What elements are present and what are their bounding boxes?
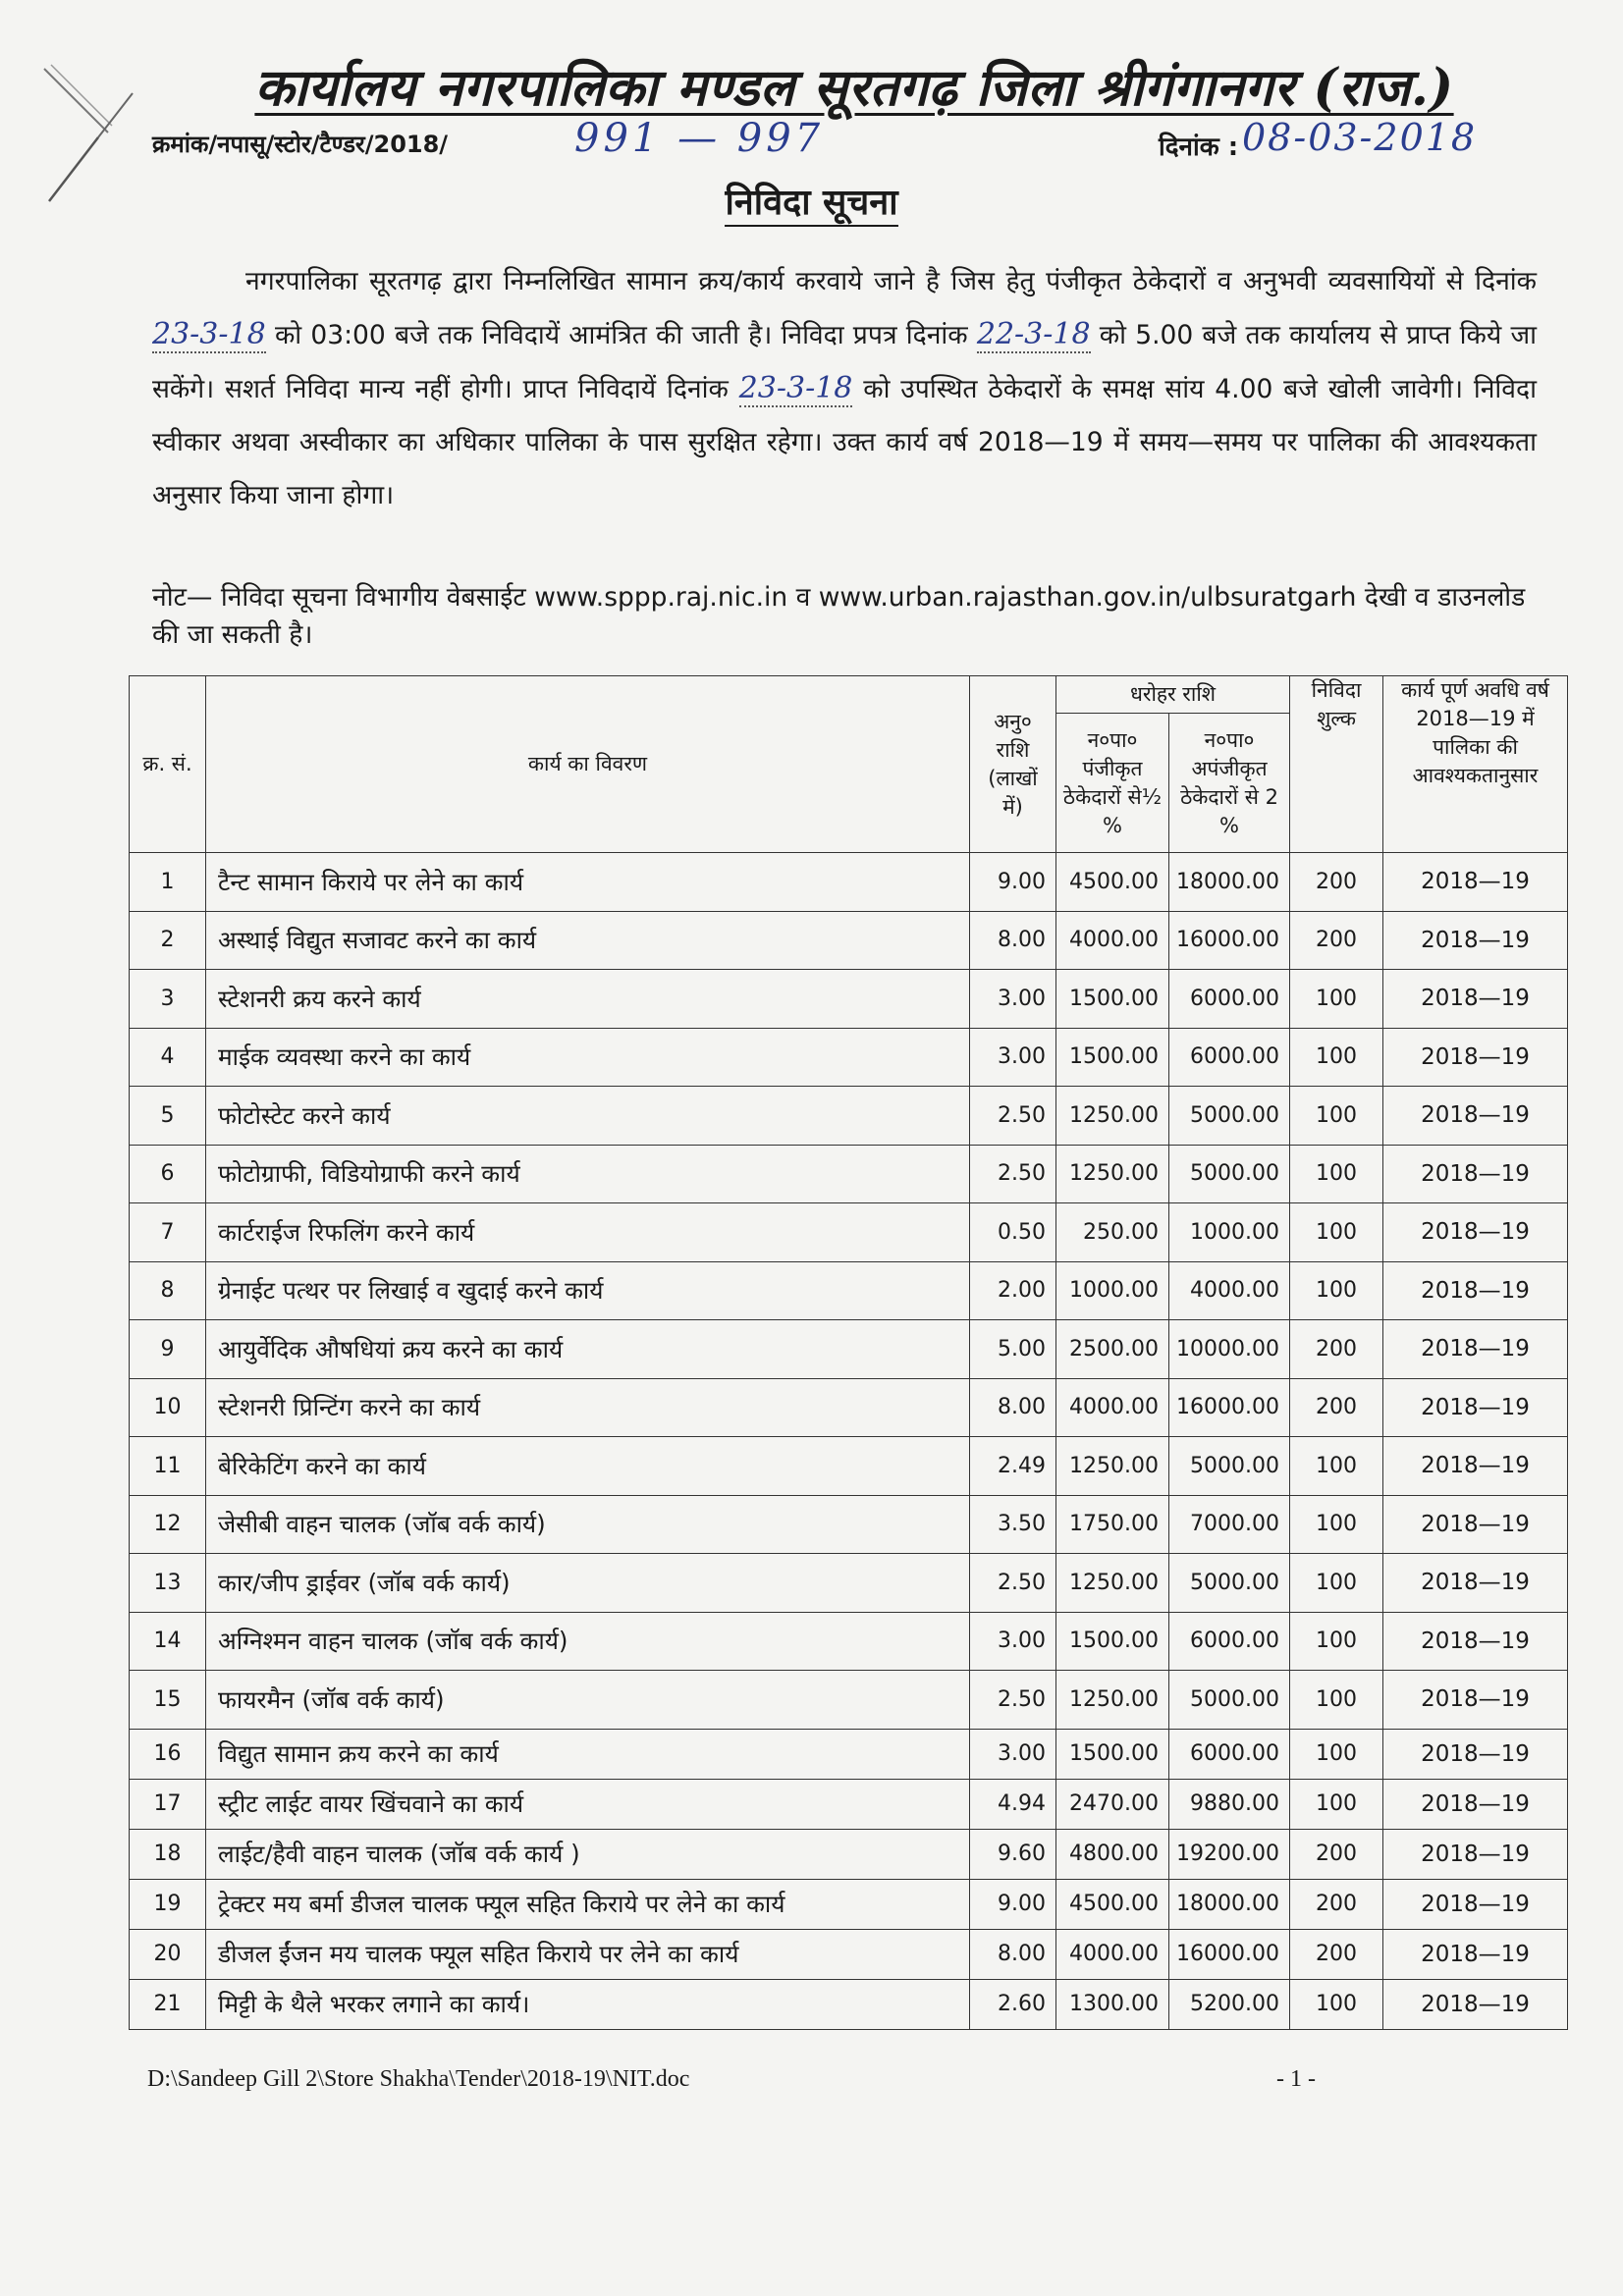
row-unregistered-deposit: 16000.00 xyxy=(1169,911,1290,970)
row-unregistered-deposit: 5000.00 xyxy=(1169,1145,1290,1203)
row-unregistered-deposit: 1000.00 xyxy=(1169,1203,1290,1262)
office-heading: कार्यालय नगरपालिका मण्डल सूरतगढ़ जिला श्रीगंगानगर (राज.) xyxy=(254,58,1454,118)
row-unregistered-deposit: 9880.00 xyxy=(1169,1779,1290,1829)
row-registered-deposit: 1250.00 xyxy=(1056,1554,1169,1613)
row-completion-period: 2018—19 xyxy=(1383,1437,1568,1496)
header-completion-period: कार्य पूर्ण अवधि वर्ष 2018—19 में पालिका की आवश्यकतानुसार xyxy=(1383,676,1568,853)
row-registered-deposit: 250.00 xyxy=(1056,1203,1169,1262)
row-tender-fee: 100 xyxy=(1290,1145,1383,1203)
row-estimated-amount: 9.00 xyxy=(970,853,1056,912)
header-description: कार्य का विवरण xyxy=(206,676,970,853)
row-estimated-amount: 9.60 xyxy=(970,1829,1056,1879)
row-tender-fee: 200 xyxy=(1290,1320,1383,1379)
row-sno: 6 xyxy=(130,1145,206,1203)
table-row xyxy=(130,1829,1568,1879)
row-estimated-amount: 0.50 xyxy=(970,1203,1056,1262)
row-description: टैन्ट सामान किराये पर लेने का कार्य xyxy=(206,853,970,912)
row-registered-deposit: 1500.00 xyxy=(1056,1028,1169,1087)
table-row xyxy=(130,1145,1568,1203)
row-registered-deposit: 4500.00 xyxy=(1056,853,1169,912)
reference-number-label: क्रमांक/नपासू/स्टोर/टैण्डर/2018/ xyxy=(152,131,449,158)
row-sno: 20 xyxy=(130,1929,206,1979)
row-estimated-amount: 4.94 xyxy=(970,1779,1056,1829)
row-registered-deposit: 2470.00 xyxy=(1056,1779,1169,1829)
row-tender-fee: 200 xyxy=(1290,1378,1383,1437)
row-sno: 5 xyxy=(130,1087,206,1146)
row-description: लाईट/हैवी वाहन चालक (जॉब वर्क कार्य ) xyxy=(206,1829,970,1879)
row-sno: 14 xyxy=(130,1612,206,1671)
row-description: अग्निश्मन वाहन चालक (जॉब वर्क कार्य) xyxy=(206,1612,970,1671)
table-row xyxy=(130,1378,1568,1437)
row-completion-period: 2018—19 xyxy=(1383,911,1568,970)
row-unregistered-deposit: 10000.00 xyxy=(1169,1320,1290,1379)
table-row xyxy=(130,1929,1568,1979)
row-sno: 11 xyxy=(130,1437,206,1496)
row-completion-period: 2018—19 xyxy=(1383,1779,1568,1829)
row-description: मिट्टी के थैले भरकर लगाने का कार्य। xyxy=(206,1979,970,2029)
table-row xyxy=(130,1779,1568,1829)
row-registered-deposit: 4500.00 xyxy=(1056,1879,1169,1929)
row-estimated-amount: 8.00 xyxy=(970,911,1056,970)
reference-row xyxy=(152,116,1527,175)
body-text-2: को 03:00 बजे तक निविदायें आमंत्रित की जाती है। निविदा प्रपत्र दिनांक xyxy=(274,320,968,350)
row-unregistered-deposit: 7000.00 xyxy=(1169,1495,1290,1554)
row-description: कार/जीप ड्राईवर (जॉब वर्क कार्य) xyxy=(206,1554,970,1613)
tender-items-table xyxy=(129,675,1568,2030)
body-text-4: को उपस्थित ठेकेदारों के समक्ष सांय 4.00 बजे खोली जावेगी। निविदा स्वीकार अथवा अस्वीकार का अधिकार पालिका के पास सुरक्षित रहेगा। उक्त कार्य वर्ष 2018—19 में समय—समय पर पालिका की आवश्यकता अनुसार किया जाना होगा। xyxy=(152,374,1537,510)
header-registered-contractors: न०पा० पंजीकृत ठेकेदारों से½ % xyxy=(1056,714,1169,853)
file-path-footer: D:\Sandeep Gill 2\Store Shakha\Tender\2018-19\NIT.doc xyxy=(147,2066,690,2092)
row-estimated-amount: 2.49 xyxy=(970,1437,1056,1496)
row-registered-deposit: 1000.00 xyxy=(1056,1261,1169,1320)
row-registered-deposit: 4000.00 xyxy=(1056,911,1169,970)
row-completion-period: 2018—19 xyxy=(1383,1028,1568,1087)
row-tender-fee: 100 xyxy=(1290,1979,1383,2029)
row-tender-fee: 100 xyxy=(1290,1495,1383,1554)
row-tender-fee: 100 xyxy=(1290,970,1383,1029)
date-label: दिनांक : xyxy=(1159,133,1239,162)
table-row xyxy=(130,1612,1568,1671)
notice-body-paragraph xyxy=(152,255,1537,522)
row-sno: 21 xyxy=(130,1979,206,2029)
row-unregistered-deposit: 18000.00 xyxy=(1169,1879,1290,1929)
row-tender-fee: 200 xyxy=(1290,853,1383,912)
row-registered-deposit: 1250.00 xyxy=(1056,1437,1169,1496)
bid-submission-date: 23-3-18 xyxy=(152,317,266,351)
row-completion-period: 2018—19 xyxy=(1383,1612,1568,1671)
row-tender-fee: 100 xyxy=(1290,1612,1383,1671)
row-registered-deposit: 1500.00 xyxy=(1056,1729,1169,1779)
row-description: माईक व्यवस्था करने का कार्य xyxy=(206,1028,970,1087)
row-unregistered-deposit: 5000.00 xyxy=(1169,1087,1290,1146)
row-estimated-amount: 2.50 xyxy=(970,1671,1056,1730)
row-completion-period: 2018—19 xyxy=(1383,1979,1568,2029)
body-text-1: नगरपालिका सूरतगढ़ द्वारा निम्नलिखित सामान क्रय/कार्य करवाये जाने है जिस हेतु पंजीकृत ठेकेदारों व अनुभवी व्यवसायियों से दिनांक xyxy=(245,266,1537,296)
row-tender-fee: 100 xyxy=(1290,1261,1383,1320)
table-row xyxy=(130,1261,1568,1320)
row-unregistered-deposit: 19200.00 xyxy=(1169,1829,1290,1879)
row-unregistered-deposit: 5200.00 xyxy=(1169,1979,1290,2029)
page-number: - 1 - xyxy=(1276,2066,1316,2092)
row-completion-period: 2018—19 xyxy=(1383,1829,1568,1879)
table-row xyxy=(130,1495,1568,1554)
row-tender-fee: 200 xyxy=(1290,1929,1383,1979)
row-sno: 12 xyxy=(130,1495,206,1554)
row-sno: 8 xyxy=(130,1261,206,1320)
row-completion-period: 2018—19 xyxy=(1383,1554,1568,1613)
row-registered-deposit: 1300.00 xyxy=(1056,1979,1169,2029)
row-description: जेसीबी वाहन चालक (जॉब वर्क कार्य) xyxy=(206,1495,970,1554)
table-body xyxy=(130,853,1568,2030)
notice-title: निविदा सूचना xyxy=(0,177,1623,225)
row-tender-fee: 100 xyxy=(1290,1729,1383,1779)
table-row xyxy=(130,911,1568,970)
row-completion-period: 2018—19 xyxy=(1383,1729,1568,1779)
row-sno: 7 xyxy=(130,1203,206,1262)
header-sno: क्र. सं. xyxy=(130,676,206,853)
row-registered-deposit: 1500.00 xyxy=(1056,1612,1169,1671)
row-estimated-amount: 5.00 xyxy=(970,1320,1056,1379)
row-registered-deposit: 2500.00 xyxy=(1056,1320,1169,1379)
row-tender-fee: 100 xyxy=(1290,1779,1383,1829)
row-sno: 13 xyxy=(130,1554,206,1613)
row-description: आयुर्वेदिक औषधियां क्रय करने का कार्य xyxy=(206,1320,970,1379)
row-sno: 16 xyxy=(130,1729,206,1779)
row-tender-fee: 100 xyxy=(1290,1554,1383,1613)
body-text-3: को 5.00 बजे तक कार्यालय से प्राप्त किये जा सकेंगे। सशर्त निविदा मान्य नहीं होगी। प्राप्त निविदायें दिनांक xyxy=(152,320,1537,404)
row-estimated-amount: 3.00 xyxy=(970,1612,1056,1671)
row-tender-fee: 100 xyxy=(1290,1437,1383,1496)
row-tender-fee: 100 xyxy=(1290,1203,1383,1262)
row-registered-deposit: 4800.00 xyxy=(1056,1829,1169,1879)
row-sno: 2 xyxy=(130,911,206,970)
row-completion-period: 2018—19 xyxy=(1383,970,1568,1029)
row-unregistered-deposit: 5000.00 xyxy=(1169,1554,1290,1613)
row-description: डीजल ईंजन मय चालक फ्यूल सहित किराये पर लेने का कार्य xyxy=(206,1929,970,1979)
row-registered-deposit: 4000.00 xyxy=(1056,1378,1169,1437)
row-sno: 18 xyxy=(130,1829,206,1879)
row-completion-period: 2018—19 xyxy=(1383,1879,1568,1929)
row-sno: 1 xyxy=(130,853,206,912)
row-estimated-amount: 8.00 xyxy=(970,1378,1056,1437)
row-estimated-amount: 2.00 xyxy=(970,1261,1056,1320)
row-completion-period: 2018—19 xyxy=(1383,1320,1568,1379)
row-sno: 10 xyxy=(130,1378,206,1437)
header-unregistered-contractors: न०पा० अपंजीकृत ठेकेदारों से 2 % xyxy=(1169,714,1290,853)
row-tender-fee: 200 xyxy=(1290,911,1383,970)
row-unregistered-deposit: 6000.00 xyxy=(1169,1729,1290,1779)
table-row xyxy=(130,1671,1568,1730)
row-unregistered-deposit: 6000.00 xyxy=(1169,1612,1290,1671)
row-description: ट्रेक्टर मय बर्मा डीजल चालक फ्यूल सहित किराये पर लेने का कार्य xyxy=(206,1879,970,1929)
row-estimated-amount: 9.00 xyxy=(970,1879,1056,1929)
row-completion-period: 2018—19 xyxy=(1383,1261,1568,1320)
table-row xyxy=(130,1879,1568,1929)
row-completion-period: 2018—19 xyxy=(1383,1378,1568,1437)
row-registered-deposit: 1250.00 xyxy=(1056,1145,1169,1203)
row-description: फायरमैन (जॉब वर्क कार्य) xyxy=(206,1671,970,1730)
row-unregistered-deposit: 18000.00 xyxy=(1169,853,1290,912)
header-tender-fee: निविदा शुल्क xyxy=(1290,676,1383,853)
row-unregistered-deposit: 16000.00 xyxy=(1169,1378,1290,1437)
row-completion-period: 2018—19 xyxy=(1383,1495,1568,1554)
row-estimated-amount: 8.00 xyxy=(970,1929,1056,1979)
row-completion-period: 2018—19 xyxy=(1383,1929,1568,1979)
row-registered-deposit: 1750.00 xyxy=(1056,1495,1169,1554)
row-unregistered-deposit: 16000.00 xyxy=(1169,1929,1290,1979)
table-row xyxy=(130,1729,1568,1779)
table-row xyxy=(130,1203,1568,1262)
row-description: विद्युत सामान क्रय करने का कार्य xyxy=(206,1729,970,1779)
row-sno: 9 xyxy=(130,1320,206,1379)
row-description: स्ट्रीट लाईट वायर खिंचवाने का कार्य xyxy=(206,1779,970,1829)
row-description: स्टेशनरी प्रिन्टिंग करने का कार्य xyxy=(206,1378,970,1437)
row-estimated-amount: 2.50 xyxy=(970,1554,1056,1613)
row-description: फोटोस्टेट करने कार्य xyxy=(206,1087,970,1146)
row-description: बेरिकेटिंग करने का कार्य xyxy=(206,1437,970,1496)
row-sno: 3 xyxy=(130,970,206,1029)
row-registered-deposit: 1500.00 xyxy=(1056,970,1169,1029)
website-note: नोट— निविदा सूचना विभागीय वेबसाईट www.sppp.raj.nic.in व www.urban.rajasthan.gov.in/ulbsuratgarh देखी व डाउनलोड की जा सकती है। xyxy=(152,582,1526,650)
row-sno: 15 xyxy=(130,1671,206,1730)
row-completion-period: 2018—19 xyxy=(1383,1203,1568,1262)
table-row xyxy=(130,853,1568,912)
table-row xyxy=(130,1979,1568,2029)
row-registered-deposit: 1250.00 xyxy=(1056,1671,1169,1730)
row-unregistered-deposit: 5000.00 xyxy=(1169,1437,1290,1496)
form-availability-date: 22-3-18 xyxy=(976,317,1091,351)
row-completion-period: 2018—19 xyxy=(1383,853,1568,912)
header-earnest-money: धरोहर राशि xyxy=(1056,676,1290,714)
row-registered-deposit: 1250.00 xyxy=(1056,1087,1169,1146)
row-registered-deposit: 4000.00 xyxy=(1056,1929,1169,1979)
row-description: कार्टराईज रिफलिंग करने कार्य xyxy=(206,1203,970,1262)
row-completion-period: 2018—19 xyxy=(1383,1087,1568,1146)
row-unregistered-deposit: 5000.00 xyxy=(1169,1671,1290,1730)
row-sno: 17 xyxy=(130,1779,206,1829)
row-tender-fee: 200 xyxy=(1290,1829,1383,1879)
row-tender-fee: 200 xyxy=(1290,1879,1383,1929)
row-estimated-amount: 3.00 xyxy=(970,1028,1056,1087)
row-description: फोटोग्राफी, विडियोग्राफी करने कार्य xyxy=(206,1145,970,1203)
date-handwritten: 08-03-2018 xyxy=(1242,116,1478,159)
table-row xyxy=(130,970,1568,1029)
row-tender-fee: 100 xyxy=(1290,1087,1383,1146)
row-unregistered-deposit: 6000.00 xyxy=(1169,1028,1290,1087)
row-tender-fee: 100 xyxy=(1290,1671,1383,1730)
table-row xyxy=(130,1320,1568,1379)
bid-opening-date: 23-3-18 xyxy=(738,371,853,405)
row-unregistered-deposit: 4000.00 xyxy=(1169,1261,1290,1320)
row-description: अस्थाई विद्युत सजावट करने का कार्य xyxy=(206,911,970,970)
row-sno: 19 xyxy=(130,1879,206,1929)
row-estimated-amount: 3.00 xyxy=(970,1729,1056,1779)
row-unregistered-deposit: 6000.00 xyxy=(1169,970,1290,1029)
row-estimated-amount: 3.50 xyxy=(970,1495,1056,1554)
row-tender-fee: 100 xyxy=(1290,1028,1383,1087)
row-estimated-amount: 2.60 xyxy=(970,1979,1056,2029)
row-description: ग्रेनाईट पत्थर पर लिखाई व खुदाई करने कार्य xyxy=(206,1261,970,1320)
header-estimated-amount: अनु० राशि (लाखों में) xyxy=(970,676,1056,853)
row-estimated-amount: 2.50 xyxy=(970,1087,1056,1146)
row-estimated-amount: 3.00 xyxy=(970,970,1056,1029)
table-row xyxy=(130,1087,1568,1146)
row-description: स्टेशनरी क्रय करने कार्य xyxy=(206,970,970,1029)
reference-number-handwritten: 991 — 997 xyxy=(574,116,825,161)
row-completion-period: 2018—19 xyxy=(1383,1145,1568,1203)
row-completion-period: 2018—19 xyxy=(1383,1671,1568,1730)
row-estimated-amount: 2.50 xyxy=(970,1145,1056,1203)
table-row xyxy=(130,1437,1568,1496)
table-row xyxy=(130,1028,1568,1087)
table-row xyxy=(130,1554,1568,1613)
row-sno: 4 xyxy=(130,1028,206,1087)
